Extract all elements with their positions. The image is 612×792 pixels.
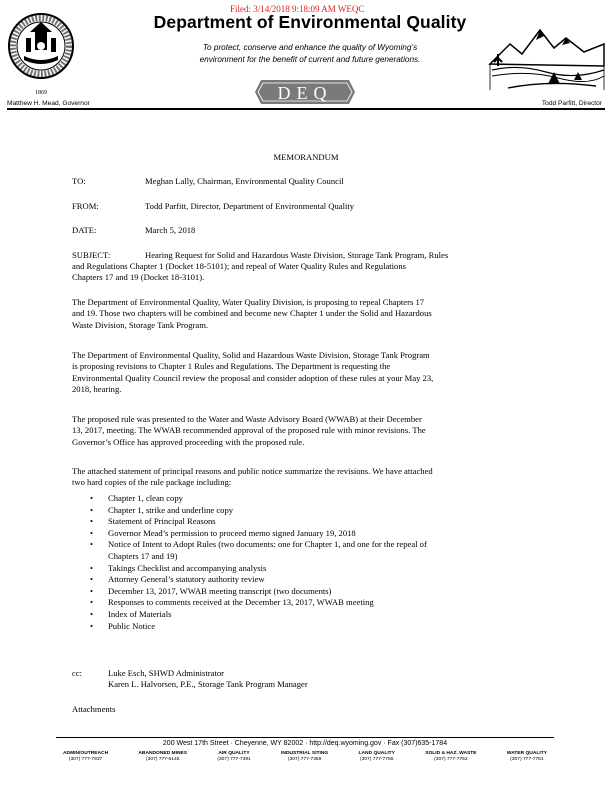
paragraph-water-quality <box>72 297 542 331</box>
filed-stamp: Filed: 3/14/2018 9:18:09 AM WEQC <box>230 4 365 14</box>
paragraph-line: Waste Division, Storage Tank Program. <box>72 319 209 330</box>
division-name: INDUSTRIAL SITING <box>281 751 329 756</box>
bullet-icon: • <box>90 585 94 596</box>
list-item <box>90 493 540 505</box>
paragraph-line: The Department of Environmental Quality, Water Quality Division, is proposing to repeal Chapters 17 <box>72 297 425 307</box>
list-item-text: Responses to comments received at the December 13, 2017, WWAB meeting <box>108 597 374 608</box>
paragraph-line: is proposing revisions to Chapter 1 Rules and Regulations. The Department is requesting the <box>72 361 391 372</box>
division-name: SOLID & HAZ. WASTE <box>425 751 477 756</box>
cc-recipients <box>108 668 308 691</box>
division-entry <box>217 751 250 762</box>
deq-logo <box>255 80 355 104</box>
footer-divider <box>56 737 554 738</box>
list-item-text: Governor Mead’s permission to proceed memo signed January 19, 2018 <box>108 527 356 538</box>
to-value: Meghan Lally, Chairman, Environmental Quality Council <box>145 176 344 186</box>
seal-year: 1869 <box>35 90 47 96</box>
bullet-icon: • <box>90 574 94 585</box>
tagline-line-2: environment for the benefit of current and future generations. <box>199 55 421 64</box>
subject-line-3: Chapters 17 and 19 (Docket 18-3101). <box>72 272 205 282</box>
bullet-icon: • <box>90 504 94 515</box>
list-item-text: December 13, 2017, WWAB meeting transcript (two documents) <box>108 585 332 596</box>
division-entry <box>507 751 547 762</box>
bullet-icon: • <box>90 608 94 619</box>
attachments-label: Attachments <box>72 704 116 714</box>
cc-recipient: Karen L. Halvorsen, P.E., Storage Tank Program Manager <box>108 679 308 690</box>
list-item <box>90 528 540 540</box>
division-name: WATER QUALITY <box>506 751 547 756</box>
list-item <box>90 621 540 633</box>
division-name: ABANDONED MINES <box>138 751 188 756</box>
division-phone: (307) 777-7781 <box>510 757 544 762</box>
list-item <box>90 597 540 609</box>
wyoming-seal-icon <box>6 8 76 96</box>
paragraph-line: and 19. Those two chapters will be combined and become new Chapter 1 under the Solid and Hazardous <box>72 308 432 319</box>
division-entry <box>281 751 328 762</box>
to-label: TO: <box>72 176 86 186</box>
mountain-landscape-icon <box>488 14 606 92</box>
list-item-text: Statement of Principal Reasons <box>108 516 216 527</box>
paragraph-line: two hard copies of the rule package including: <box>72 477 232 488</box>
division-name: LAND QUALITY <box>358 751 395 756</box>
header-divider <box>7 108 605 110</box>
list-item-text: Attorney General’s statutory authority review <box>108 574 265 585</box>
list-item-text: Index of Materials <box>108 608 172 619</box>
division-entry <box>138 751 187 762</box>
list-item-text: Public Notice <box>108 620 156 631</box>
division-phone: (307) 777-7391 <box>217 757 251 762</box>
division-entry <box>63 751 108 762</box>
paragraph-line: The Department of Environmental Quality, Solid and Hazardous Waste Division, Storage Tank Program <box>72 350 430 360</box>
subject-line-1: Hearing Request for Solid and Hazardous Waste Division, Storage Tank Program, Rules <box>145 250 449 260</box>
from-label: FROM: <box>72 201 99 211</box>
subject-label: SUBJECT: <box>72 250 111 260</box>
bullet-icon: • <box>90 597 94 608</box>
date-label: DATE: <box>72 225 97 235</box>
list-item-text: Notice of Intent to Adopt Rules (two documents: one for Chapter 1, and one for the repeal of <box>108 539 427 550</box>
list-item <box>90 516 540 528</box>
bullet-icon: • <box>90 516 94 527</box>
paragraph-line: Environmental Quality Council review the proposal and consider adoption of these rules at your May 23, <box>72 372 434 383</box>
subject-line-2: and Regulations Chapter 1 (Docket 18-5101); and repeal of Water Quality Rules and Regulations <box>72 261 406 271</box>
paragraph-attachments-intro <box>72 466 542 489</box>
list-item-text: Takings Checklist and accompanying analysis <box>108 562 267 573</box>
department-title: Department of Environmental Quality <box>153 12 467 32</box>
memo-title: MEMORANDUM <box>273 152 339 162</box>
division-directory <box>63 751 547 762</box>
division-phone: (307) 777-7937 <box>68 757 103 762</box>
tagline-line-1: To protect, conserve and enhance the quality of Wyoming’s <box>202 43 418 52</box>
list-item <box>90 563 540 575</box>
paragraph-line: The attached statement of principal reasons and public notice summarize the revisions. We have attached <box>72 466 433 476</box>
paragraph-line: Governor’s Office has approved proceeding with the proposed rule. <box>72 436 305 447</box>
list-item <box>90 586 540 598</box>
cc-recipient: Luke Esch, SHWD Administrator <box>108 668 224 678</box>
paragraph-line: 13, 2017, meeting. The WWAB recommended approval of the proposed rule with minor revisions. The <box>72 425 426 436</box>
division-phone: (307) 777-7752 <box>434 757 468 762</box>
paragraph-storage-tank <box>72 350 542 395</box>
list-item-text: Chapter 1, strike and underline copy <box>108 504 234 515</box>
deq-logo-text: DEQ <box>277 83 333 103</box>
cc-label: cc: <box>72 668 83 678</box>
division-name: AIR QUALITY <box>218 751 250 756</box>
list-item <box>90 609 540 621</box>
division-phone: (307) 777-7369 <box>287 757 322 762</box>
rule-package-list <box>90 493 540 632</box>
division-entry <box>425 751 476 762</box>
division-entry <box>359 751 395 762</box>
bullet-icon: • <box>90 620 94 631</box>
from-value: Todd Parfitt, Director, Department of Environmental Quality <box>145 201 355 211</box>
division-name: ADMIN/OUTREACH <box>63 751 109 756</box>
list-item-text: Chapter 1, clean copy <box>108 493 183 503</box>
paragraph-wwab <box>72 414 542 448</box>
footer-address: 200 West 17th Street · Cheyenne, WY 82002 · http://deq.wyoming.gov · Fax (307)635-1784 <box>162 740 448 747</box>
director-name: Todd Parfitt, Director <box>541 100 602 107</box>
list-item <box>90 539 540 562</box>
bullet-icon: • <box>90 539 94 550</box>
division-phone: (307) 777-7756 <box>359 757 394 762</box>
bullet-icon: • <box>90 562 94 573</box>
list-item <box>90 574 540 586</box>
governor-name: Matthew H. Mead, Governor <box>7 100 90 107</box>
bullet-icon: • <box>90 493 94 503</box>
list-item-text-continued: Chapters 17 and 19) <box>108 550 178 561</box>
bullet-icon: • <box>90 527 94 538</box>
paragraph-line: The proposed rule was presented to the Water and Waste Advisory Board (WWAB) at their December <box>72 414 422 424</box>
tagline <box>150 42 470 66</box>
list-item <box>90 505 540 517</box>
date-value: March 5, 2018 <box>145 225 196 235</box>
paragraph-line: 2018, hearing. <box>72 383 122 394</box>
division-phone: (307) 777-6145 <box>145 757 180 762</box>
